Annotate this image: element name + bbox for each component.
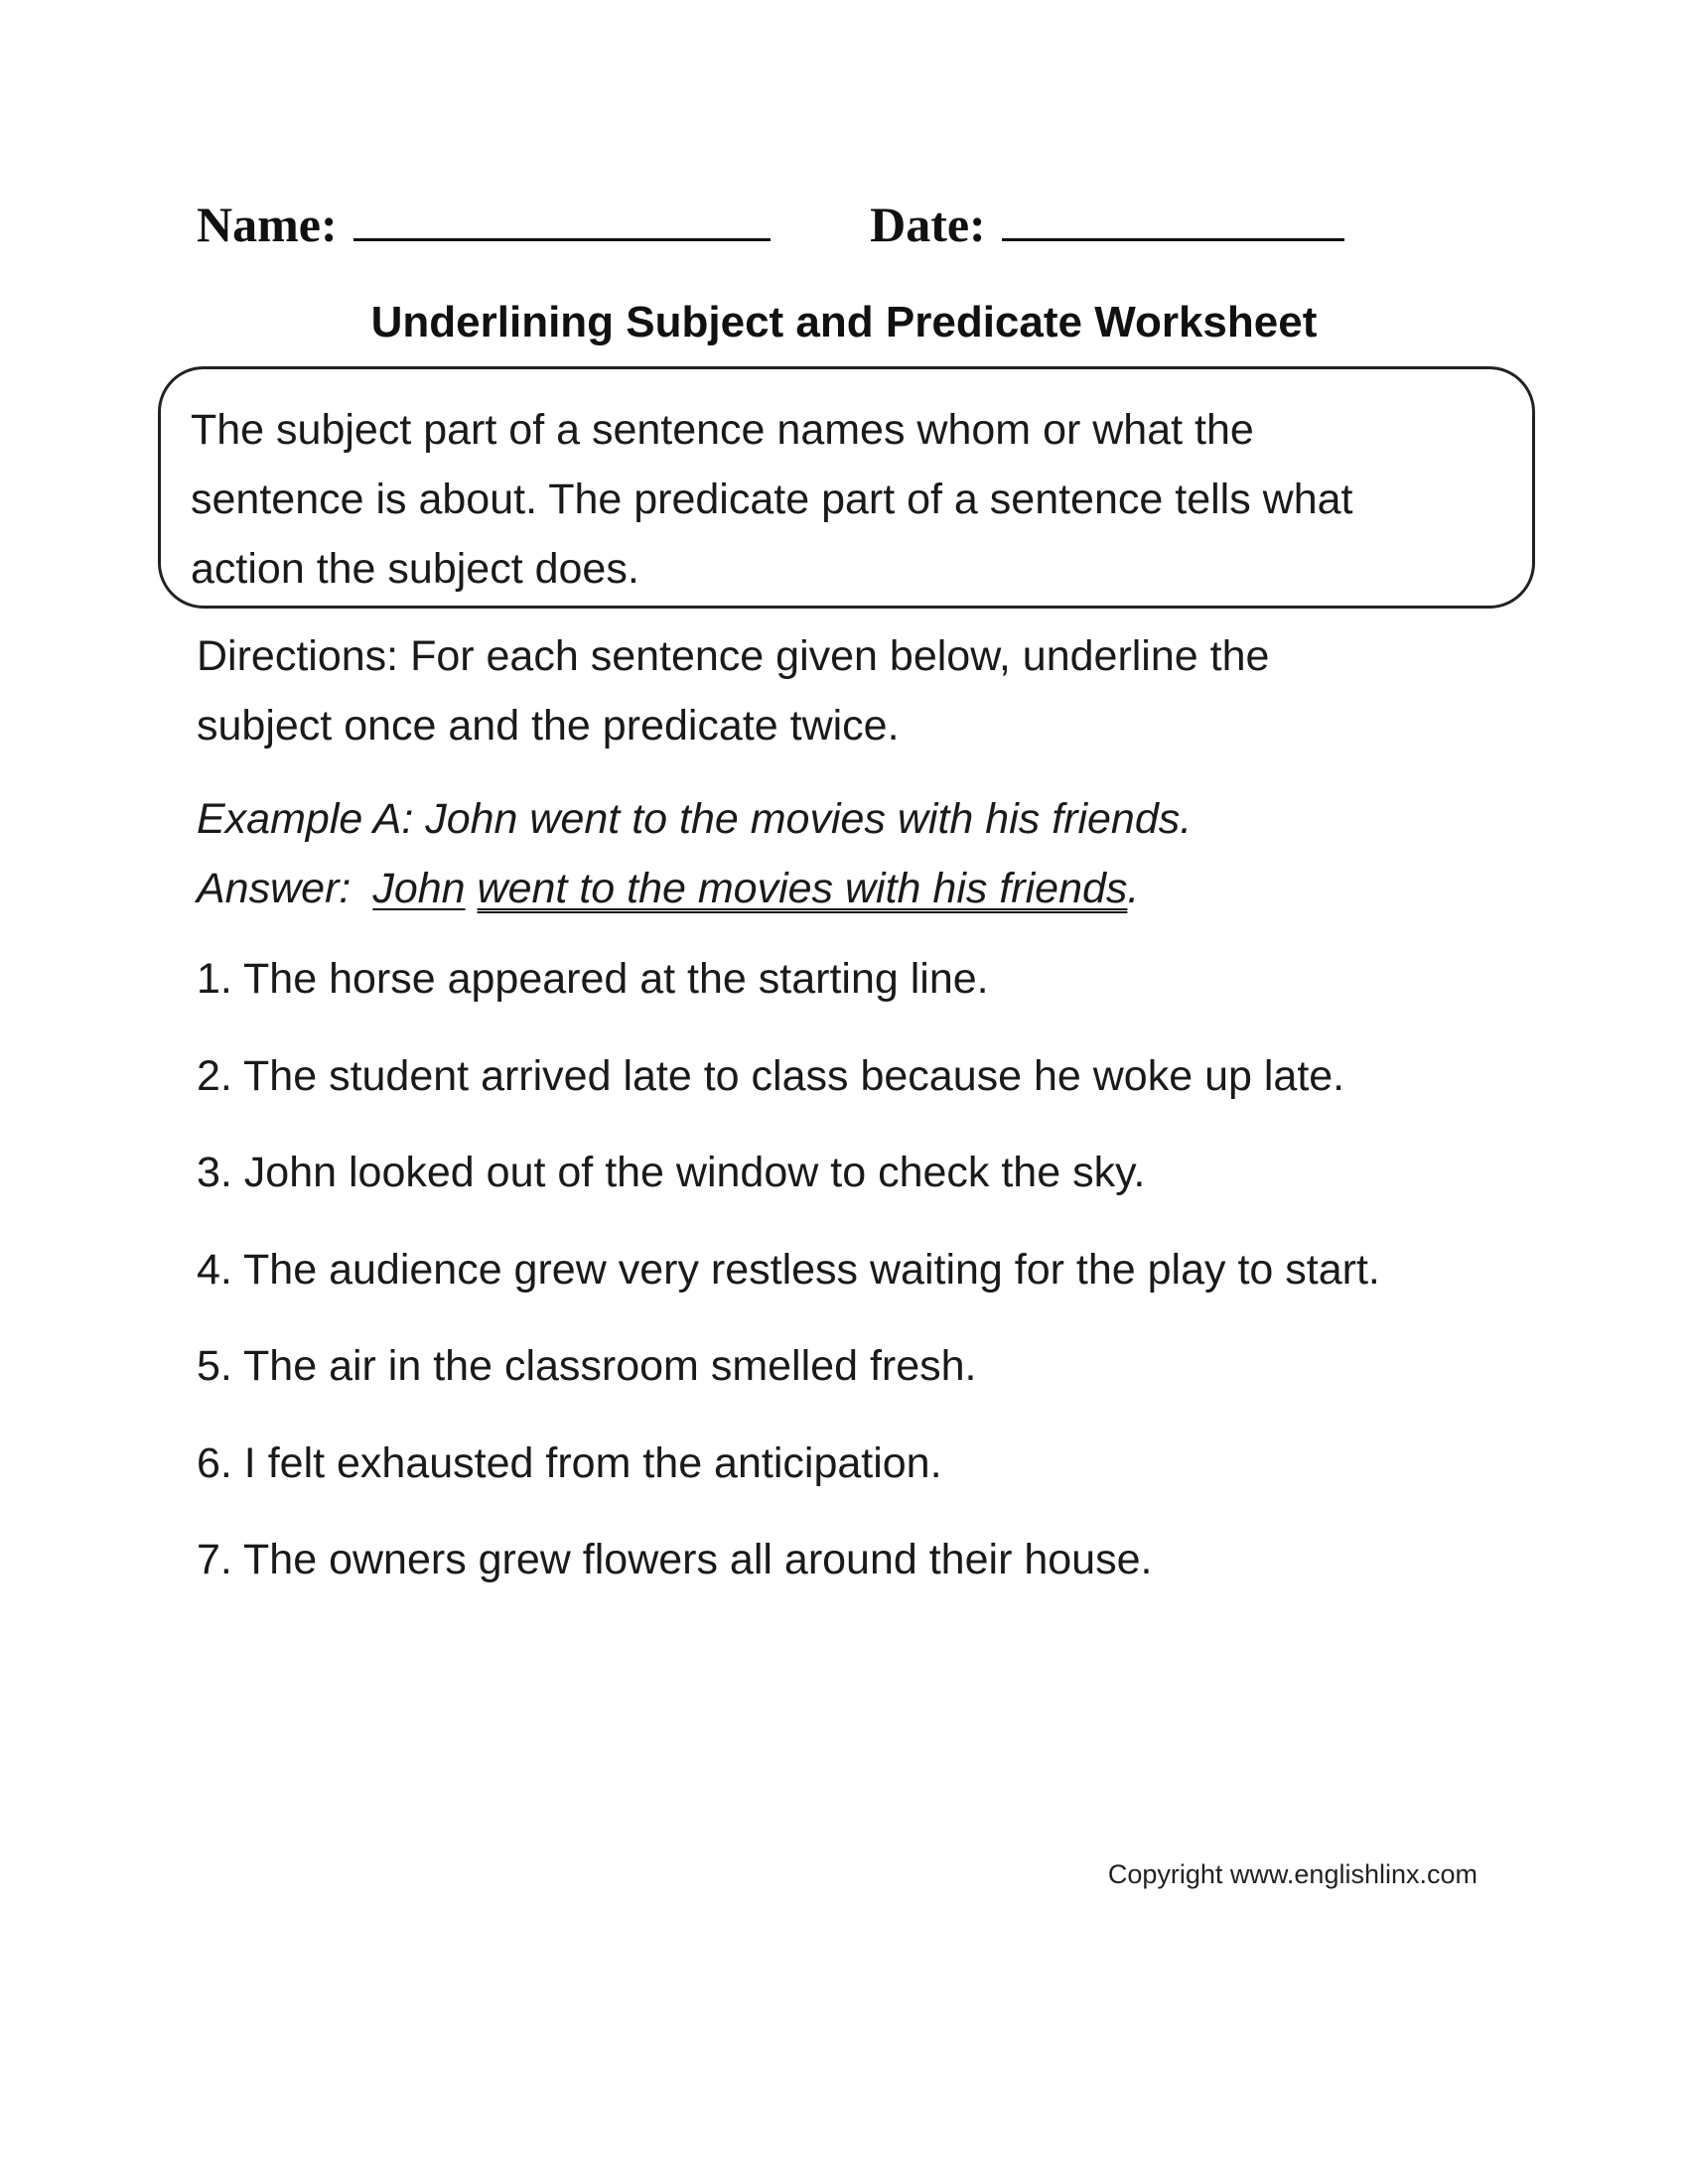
sentence-item: 2. The student arrived late to class because he woke up late. [197,1051,1345,1100]
definition-line: sentence is about. The predicate part of a sentence tells what [191,476,1353,523]
worksheet-title: Underlining Subject and Predicate Worksheet [370,298,1318,346]
directions-line: subject once and the predicate twice. [197,702,900,750]
definition-line: action the subject does. [191,545,639,593]
header-fields [197,195,1344,254]
answer-predicate: went to the movies with his friends [477,865,1128,912]
date-field [870,195,1344,254]
answer-subject: John [372,865,466,912]
definition-line: The subject part of a sentence names whom or what the [191,406,1254,454]
directions [197,621,1527,760]
sentence-item: 6. I felt exhausted from the anticipation. [197,1438,942,1487]
directions-line: Directions: For each sentence given below, underline the [197,632,1270,680]
definition-box [158,366,1535,609]
sentence-item: 4. The audience grew very restless waiting for the play to start. [197,1245,1380,1294]
name-field [197,195,771,254]
copyright-notice: Copyright www.englishlinx.com [1107,1859,1477,1889]
sentence-item: 7. The owners grew flowers all around their house. [197,1536,1153,1583]
name-blank-line[interactable] [353,199,771,241]
date-blank-line[interactable] [1002,199,1344,241]
sentence-item: 1. The horse appeared at the starting line. [197,955,989,1003]
sentence-list [197,951,1587,1629]
sentence-item: 5. The air in the classroom smelled fresh. [197,1342,977,1390]
answer-label: Answer: [197,865,352,912]
name-label: Name: [197,197,338,252]
example-answer [197,854,1527,923]
answer-period: . [1127,865,1140,912]
sentence-item: 3. John looked out of the window to check the sky. [197,1149,1146,1196]
example-sentence: Example A: John went to the movies with his friends. [197,795,1193,843]
date-label: Date: [870,197,986,252]
example-block [197,784,1527,923]
